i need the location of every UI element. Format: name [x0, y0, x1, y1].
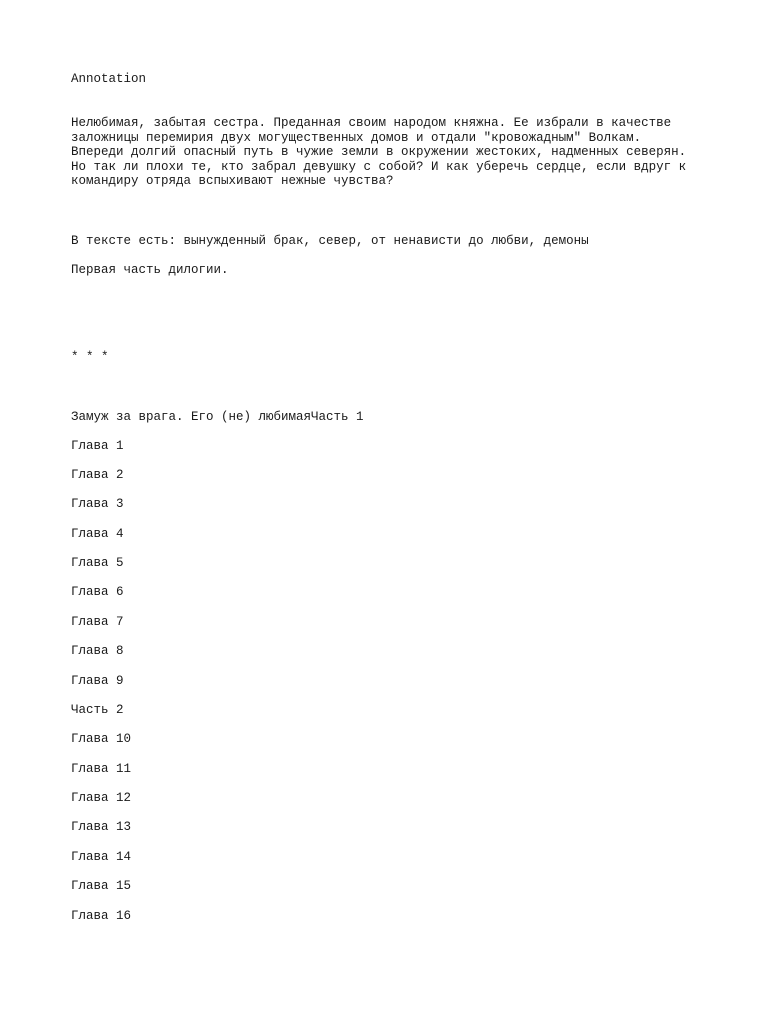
toc-item-part-2[interactable]: Часть 2: [71, 703, 124, 717]
toc-item-chapter-4[interactable]: Глава 4: [71, 527, 124, 541]
series-note: Первая часть дилогии.: [71, 263, 229, 277]
tags-line: В тексте есть: вынужденный брак, север, от ненависти до любви, демоны: [71, 234, 589, 248]
toc-title: Замуж за врага. Его (не) любимаяЧасть 1: [71, 410, 364, 424]
toc-item-chapter-9[interactable]: Глава 9: [71, 674, 124, 688]
toc-item-chapter-12[interactable]: Глава 12: [71, 791, 132, 805]
toc-item-chapter-5[interactable]: Глава 5: [71, 556, 124, 570]
toc-item-chapter-1[interactable]: Глава 1: [71, 439, 124, 453]
toc-item-chapter-14[interactable]: Глава 14: [71, 850, 132, 864]
toc-item-chapter-6[interactable]: Глава 6: [71, 585, 124, 599]
toc-item-chapter-7[interactable]: Глава 7: [71, 615, 124, 629]
section-separator: * * *: [71, 350, 109, 364]
toc-item-chapter-8[interactable]: Глава 8: [71, 644, 124, 658]
toc-item-chapter-11[interactable]: Глава 11: [71, 762, 132, 776]
toc-item-chapter-13[interactable]: Глава 13: [71, 820, 132, 834]
toc-item-chapter-16[interactable]: Глава 16: [71, 909, 132, 923]
annotation-text: Нелюбимая, забытая сестра. Преданная своим народом княжна. Ее избрали в качестве заложницы перемирия двух могущественных домов и отдали "кровожадным" Волкам. Впереди долгий опасный путь в чужие земли в окружении жестоких, надменных северян. Но так ли плохи те, кто забрал девушку с собой? И как уберечь сердце, если вдруг к командиру отряда вспыхивают нежные чувства?: [71, 116, 687, 189]
toc-item-chapter-15[interactable]: Глава 15: [71, 879, 132, 893]
toc-item-chapter-3[interactable]: Глава 3: [71, 497, 124, 511]
toc-item-chapter-10[interactable]: Глава 10: [71, 732, 132, 746]
toc-item-chapter-2[interactable]: Глава 2: [71, 468, 124, 482]
annotation-heading: Annotation: [71, 72, 147, 86]
